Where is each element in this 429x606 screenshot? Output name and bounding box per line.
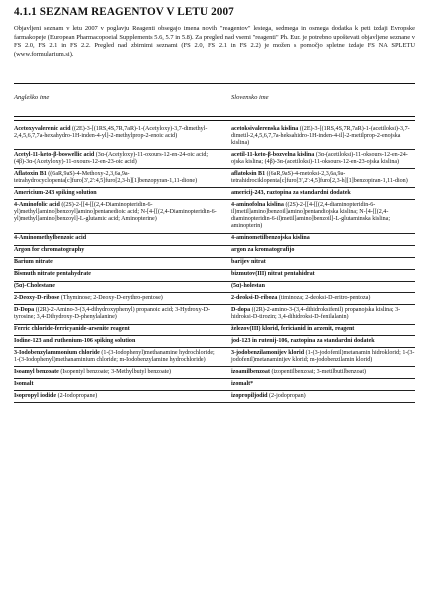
slovene-cell — [220, 188, 415, 200]
reagent-name: Isoamyl benzoate — [14, 369, 59, 376]
slovene-cell — [220, 336, 415, 348]
english-cell — [14, 257, 220, 269]
reagent-name: Acetyl-11-keto-β-boswellic acid — [14, 151, 95, 158]
reagent-table — [14, 124, 415, 403]
reagent-name: D-Dopa — [14, 307, 35, 313]
reagent-description: ((6aR,9aS)-4-metoksi-2,3,6a,9a-tetrahidrociklopenta[c]furo[3′,2′:4,5]furo[2,3-h][1]benzopiran-1,11-dion) — [231, 170, 408, 185]
reagent-name: (5α)-Cholestane — [14, 283, 55, 290]
reagent-name: 2-Deoxy-D-ribose — [14, 295, 60, 302]
english-cell — [14, 124, 220, 150]
reagent-description: (1-(3-jodofenil)metanamin hidroklorid; 1-(3-jodofenil)metanaminijev klorid; m-jodobenzilamin klorid) — [231, 349, 415, 364]
reagent-description: (izopentilbenzoat; 3-metilbutilbenzoat) — [271, 369, 367, 376]
reagent-name: 4-aminometilbenzojska kislina — [231, 235, 310, 242]
reagent-description: (3α-(Acetyloxy)-11-oxours-12-en-24-oic acid; (4β)-3α-(Acetyloxy)-11-oxours-12-en-23-oic acid) — [14, 151, 209, 165]
table-row — [14, 367, 415, 379]
reagent-description: ((2R)-2-amino-3-(3,4-dihidroksifenil) propanojska kislina; 3-hidroksi-D-tirozin; 3,4-dihidroksi-D-fenilalanin) — [231, 307, 401, 321]
english-cell — [14, 391, 220, 403]
table-row — [14, 200, 415, 233]
slovene-cell — [220, 233, 415, 245]
slovene-cell — [220, 367, 415, 379]
slovene-cell — [220, 348, 415, 367]
english-cell — [14, 348, 220, 367]
reagent-name: D-dopa — [231, 307, 251, 313]
reagent-description: (Thyminose; 2-Deoxy-D-erythro-pentose) — [60, 295, 163, 302]
reagent-name: 2-deoksi-D-riboza — [231, 295, 278, 302]
intro-paragraph: Objavljeni seznam v letu 2007 v poglavju Reagenti obsegajo imena novih "reagentov" lestega, sedmega in osmega dodatka k peti izdaji Evropske farmakopeje (European Pharmacopoeial Supplements 5.6, 5.7 in 5.8). Za pregled nad vsemi "reagenti" Ph. Eur. je potrebno upoštevati objavljene seznane v FS 2.0, FS 2.1 in FS 2.2. Pregled nad zbirnimi seznami (FS 2.0, FS 2.1 in FS 2.2) je možen s pomočjo spletne izdaje FS NA SPLETU (www.formularium.si). — [14, 25, 415, 58]
slovene-cell — [220, 124, 415, 150]
reagent-name: 4-Aminofolic acid — [14, 201, 60, 208]
english-cell — [14, 200, 220, 233]
reagent-description: ((2E)-3-[(1RS,4S,7R,7aR)-1-(Acetyloxy)-3,7-dimethyl-2,4,5,6,7,7a-hexahydro-1H-inden-4-yl]-2-methylprop-2-enoic acid) — [14, 125, 208, 139]
reagent-description: ((2S)-2-[[4-[[(2,4-diaminopteridin-6-il)metil]amino]benzoil]amino]pentandiojska kislina; N-[4-[[(2,4-diaminopteridin-6-il)metil]amino]benzoil]-L-glutaminska kislina; aminopterin) — [231, 201, 391, 230]
slovene-cell — [220, 305, 415, 324]
slovene-cell — [220, 200, 415, 233]
reagent-name: izoamilbenzoat — [231, 369, 270, 376]
reagent-table-body — [14, 124, 415, 403]
reagent-name: Argon for chromatography — [14, 247, 85, 254]
reagent-description: ((2E)-3-[(1RS,4S,7R,7aR)-1-(acetiloksi)-3,7-dimetil-2,4,5,6,7,7a-heksahidro-1H-inden-4-il]-2-metilprop-2-enojska kislina) — [231, 125, 410, 146]
table-row — [14, 169, 415, 188]
reagent-name: 3-Iodobenzylammonium chloride — [14, 349, 100, 356]
reagent-name: aflatoksin B1 — [231, 170, 266, 177]
reagent-description: (Isopentyl benzoate; 3-Methylbutyl benzoate) — [60, 369, 172, 376]
english-cell — [14, 305, 220, 324]
table-row — [14, 188, 415, 200]
reagent-name: argon za kromatografijo — [231, 247, 295, 254]
reagent-name: 4-Aminomethylbenzoic acid — [14, 235, 87, 242]
table-row — [14, 281, 415, 293]
reagent-name: Aflatoxin B1 — [14, 170, 47, 177]
header-double-rule — [14, 120, 415, 121]
table-row — [14, 257, 415, 269]
slovene-cell — [220, 281, 415, 293]
reagent-name: americij-243, raztopina za standardni dodatek — [231, 190, 351, 197]
column-header-english: Angleško ime — [14, 94, 50, 101]
reagent-name: Americium-243 spiking solution — [14, 190, 97, 197]
reagent-name: Iodine-123 and ruthenium-106 spiking solution — [14, 338, 136, 345]
reagent-name: jod-123 in rutenij-106, raztopina za standardni dodatek — [231, 338, 375, 345]
table-row — [14, 124, 415, 150]
table-row — [14, 233, 415, 245]
reagent-name: 3-jodobenzilamonijev klorid — [231, 349, 305, 356]
reagent-name: Acetoxyvalerenic acid — [14, 125, 71, 132]
table-row — [14, 336, 415, 348]
reagent-name: 4-aminofolna kislina — [231, 201, 284, 208]
reagent-description: ((6aR,9aS)-4-Methoxy-2,3,6a,9a-tetrahydrocyclopenta[c]furo[3′,2′:4,5]furo[2,3-h][1]benzopyran-1,11-dione) — [14, 170, 198, 185]
english-cell — [14, 336, 220, 348]
table-row — [14, 305, 415, 324]
reagent-description: (3α-(acetiloksi)-11-oksours-12-en-24-ojska kislina; (4β)-3α-(acetiloksi)-11-oksours-12-en-23-ojska kislina) — [231, 151, 408, 165]
reagent-description: (1-(3-Iodophenyl)methanamine hydrochloride; 1-(3-Iodophenyl)methanaminium chloride; m-Iodobenzylamine hydrochloride) — [14, 349, 215, 364]
reagent-name: železov(III) klorid, fericianid in arzenit, reagent — [231, 326, 355, 333]
table-row — [14, 293, 415, 305]
table-row — [14, 391, 415, 403]
english-cell — [14, 293, 220, 305]
reagent-name: Bismuth nitrate pentahydrate — [14, 271, 91, 278]
english-cell — [14, 269, 220, 281]
slovene-cell — [220, 169, 415, 188]
reagent-description: ((2R)-2-Amino-3-(3,4-dihydroxyphenyl) propanoic acid; 3-Hydroxy-D-tyrosine; 3,4-Dihydroxy-D-phenylalanine) — [14, 307, 210, 321]
reagent-description: (2-jodopropan) — [269, 392, 306, 399]
reagent-name: bizmutov(III) nitrat pentahidrat — [231, 271, 315, 278]
table-row — [14, 379, 415, 391]
slovene-cell — [220, 293, 415, 305]
english-cell — [14, 150, 220, 169]
english-cell — [14, 233, 220, 245]
reagent-name: Isomalt — [14, 381, 34, 387]
reagent-name: acetil-11-keto-β-bozvelna kislina — [231, 151, 315, 158]
reagent-description: (2-Iodopropane) — [57, 392, 98, 399]
english-cell — [14, 281, 220, 293]
reagent-name: izopropiljodid — [231, 392, 268, 399]
section-title: 4.1.1 SEZNAM REAGENTOV V LETU 2007 — [14, 6, 234, 18]
reagent-description: ((2S)-2-[[4-[[(2,4-Diaminopteridin-6-yl)methyl]amino]benzoyl]amino]pentanedioic acid; N-[4-[[(2,4-Diaminopteridin-6-yl)methyl]amino]benzoyl]-L-glutamic acid; Aminopterine) — [14, 201, 217, 223]
english-cell — [14, 367, 220, 379]
english-cell — [14, 245, 220, 257]
table-row — [14, 269, 415, 281]
table-row — [14, 348, 415, 367]
english-cell — [14, 169, 220, 188]
reagent-name: izomalt* — [231, 381, 254, 387]
table-top-rule — [14, 83, 415, 84]
reagent-name: Ferric chloride-ferricyanide-arsenite reagent — [14, 326, 130, 333]
reagent-description: (timinoza; 2-deoksi-D-eritro-pentoza) — [278, 295, 371, 302]
slovene-cell — [220, 269, 415, 281]
reagent-name: barijev nitrat — [231, 259, 266, 266]
reagent-name: Barium nitrate — [14, 259, 53, 266]
reagent-name: (5α)-holestan — [231, 283, 265, 290]
english-cell — [14, 188, 220, 200]
slovene-cell — [220, 245, 415, 257]
table-row — [14, 150, 415, 169]
slovene-cell — [220, 379, 415, 391]
table-row — [14, 324, 415, 336]
slovene-cell — [220, 391, 415, 403]
reagent-name: Isopropyl iodide — [14, 392, 57, 399]
column-header-slovene: Slovensko ime — [231, 94, 269, 101]
table-row — [14, 245, 415, 257]
header-bottom-rule — [14, 116, 415, 117]
english-cell — [14, 324, 220, 336]
slovene-cell — [220, 257, 415, 269]
slovene-cell — [220, 150, 415, 169]
english-cell — [14, 379, 220, 391]
slovene-cell — [220, 324, 415, 336]
reagent-name: acetoksivalerenska kislina — [231, 125, 299, 132]
